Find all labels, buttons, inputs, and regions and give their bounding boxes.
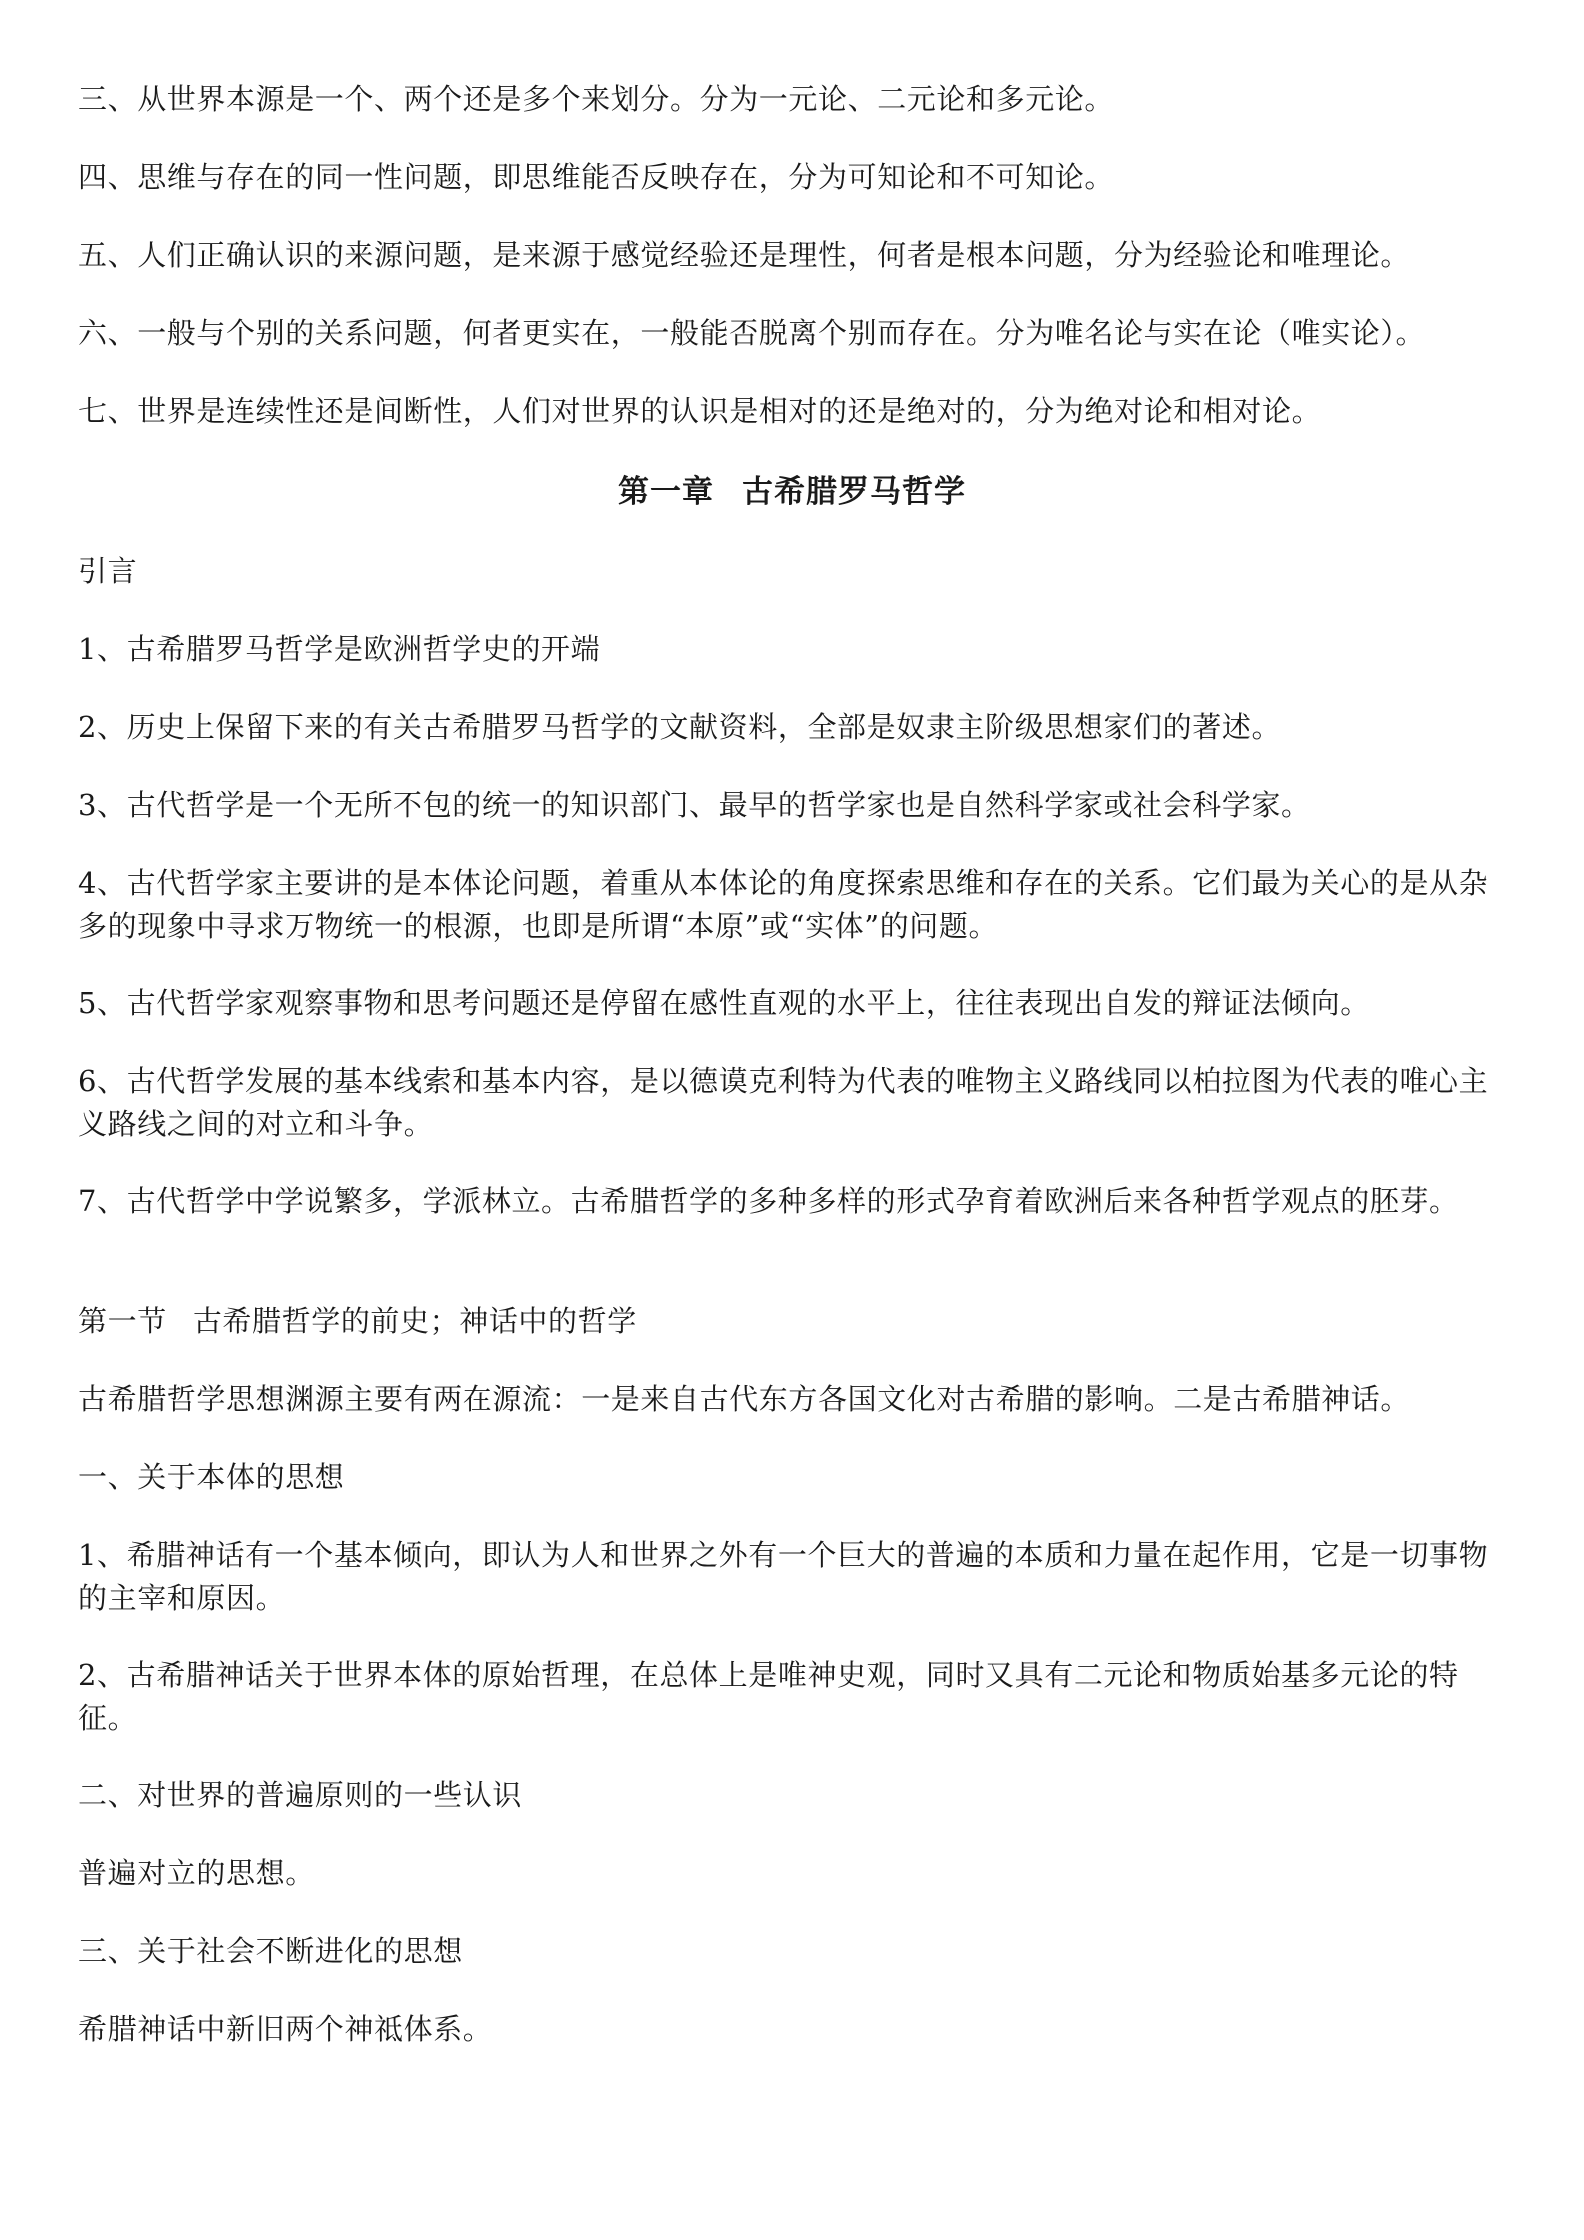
classification-item-4: 四、思维与存在的同一性问题，即思维能否反映存在，分为可知论和不可知论。 xyxy=(78,160,1115,194)
subsection-2-text: 普遍对立的思想。 xyxy=(78,1856,315,1890)
subsection-1-heading: 一、关于本体的思想 xyxy=(78,1460,345,1494)
section-number: 第一节 xyxy=(78,1304,167,1338)
classification-item-7: 七、世界是连续性还是间断性，人们对世界的认识是相对的还是绝对的，分为绝对论和相对论。 xyxy=(78,394,1322,428)
section-name: 古希腊哲学的前史；神话中的哲学 xyxy=(192,1304,637,1338)
chapter-name: 古希腊罗马哲学 xyxy=(742,474,966,510)
classification-item-6: 六、一般与个别的关系问题，何者更实在，一般能否脱离个别而存在。分为唯名论与实在论（唯实论）。 xyxy=(78,316,1426,350)
chapter-title xyxy=(0,470,1584,514)
subsection-3-heading: 三、关于社会不断进化的思想 xyxy=(78,1934,463,1968)
preface-item-7: 7、古代哲学中学说繁多，学派林立。古希腊哲学的多种多样的形式孕育着欧洲后来各种哲学观点的胚芽。 xyxy=(78,1184,1459,1218)
preface-item-1: 1、古希腊罗马哲学是欧洲哲学史的开端 xyxy=(78,632,601,666)
subsection-1-item-1: 1、希腊神话有一个基本倾向，即认为人和世界之外有一个巨大的普遍的本质和力量在起作用，它是一切事物的主宰和原因。 xyxy=(78,1538,1489,1615)
preface-heading: 引言 xyxy=(78,554,138,588)
preface-item-2: 2、历史上保留下来的有关古希腊罗马哲学的文献资料，全部是奴隶主阶级思想家们的著述。 xyxy=(78,710,1282,744)
section-heading xyxy=(78,1300,1510,1343)
chapter-number: 第一章 xyxy=(618,474,714,510)
classification-item-3: 三、从世界本源是一个、两个还是多个来划分。分为一元论、二元论和多元论。 xyxy=(78,82,1115,116)
preface-item-5: 5、古代哲学家观察事物和思考问题还是停留在感性直观的水平上，往往表现出自发的辩证法倾向。 xyxy=(78,986,1370,1020)
preface-item-3: 3、古代哲学是一个无所不包的统一的知识部门、最早的哲学家也是自然科学家或社会科学家。 xyxy=(78,788,1311,822)
classification-item-5: 五、人们正确认识的来源问题，是来源于感觉经验还是理性，何者是根本问题，分为经验论和唯理论。 xyxy=(78,238,1411,272)
subsection-2-heading: 二、对世界的普遍原则的一些认识 xyxy=(78,1778,523,1812)
subsection-1-item-2: 2、古希腊神话关于世界本体的原始哲理，在总体上是唯神史观，同时又具有二元论和物质始基多元论的特征。 xyxy=(78,1658,1459,1735)
subsection-3-text: 希腊神话中新旧两个神祗体系。 xyxy=(78,2012,493,2046)
preface-item-4: 4、古代哲学家主要讲的是本体论问题，着重从本体论的角度探索思维和存在的关系。它们最为关心的是从杂多的现象中寻求万物统一的根源，也即是所谓“本原”或“实体”的问题。 xyxy=(78,866,1489,943)
preface-item-6: 6、古代哲学发展的基本线索和基本内容，是以德谟克利特为代表的唯物主义路线同以柏拉图为代表的唯心主义路线之间的对立和斗争。 xyxy=(78,1064,1489,1141)
section-intro: 古希腊哲学思想渊源主要有两在源流：一是来自古代东方各国文化对古希腊的影响。二是古希腊神话。 xyxy=(78,1382,1411,1416)
